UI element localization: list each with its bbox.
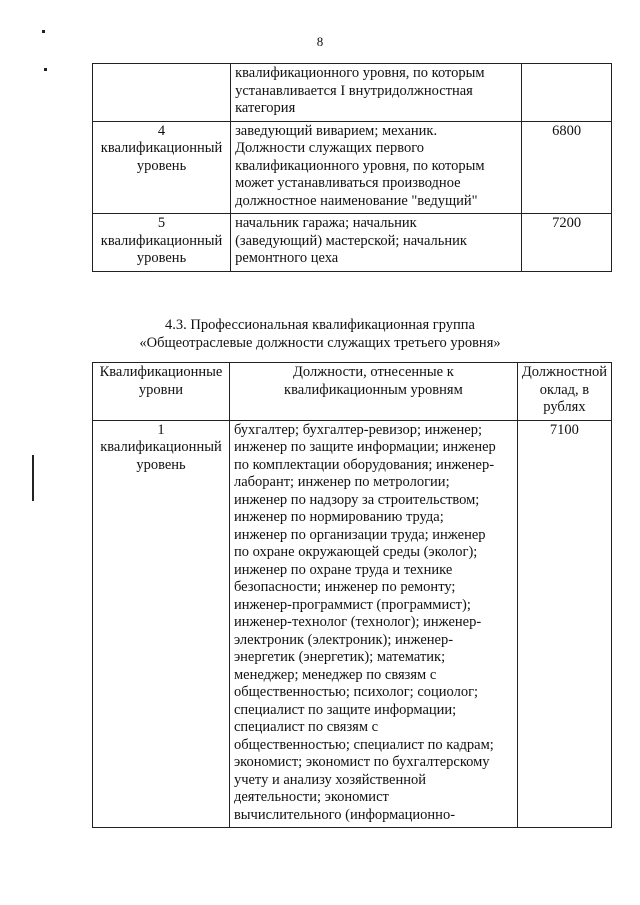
section-heading-line-1: 4.3. Профессиональная квалификационная группа bbox=[165, 317, 475, 333]
level-cell bbox=[93, 64, 231, 122]
table-row bbox=[93, 214, 612, 272]
positions-text: энергетик (энергетик); математик; bbox=[233, 649, 446, 665]
positions-text: электроник (электроник); инженер- bbox=[233, 631, 454, 648]
page-number: 8 bbox=[316, 34, 324, 49]
positions-text: по охране окружающей среды (эколог); bbox=[233, 544, 478, 560]
header-text: рублях bbox=[543, 399, 586, 415]
table-row bbox=[93, 121, 612, 214]
positions-text: инженер-технолог (технолог); инженер- bbox=[233, 614, 482, 630]
level-text: уровень bbox=[136, 456, 186, 473]
table-header-row bbox=[93, 363, 612, 421]
positions-text: (заведующий) мастерской; начальник bbox=[235, 232, 467, 249]
positions-text: заведующий виварием; механик. bbox=[235, 122, 438, 139]
positions-text: инженер-программист (программист); bbox=[233, 596, 471, 613]
level-text: уровень bbox=[136, 250, 187, 266]
positions-text: специалист по защите информации; bbox=[233, 701, 457, 718]
level-cell bbox=[93, 214, 231, 272]
salary-value: 7100 bbox=[549, 421, 579, 438]
table-continued bbox=[92, 63, 612, 272]
scan-mark bbox=[44, 68, 47, 71]
header-positions bbox=[229, 363, 517, 421]
positions-text: квалификационного уровня, по которым bbox=[235, 157, 485, 174]
positions-text: специалист по связям с bbox=[233, 719, 379, 735]
table-row bbox=[93, 64, 612, 122]
positions-text: деятельности; экономист bbox=[233, 789, 389, 805]
table-continued-body bbox=[93, 64, 612, 272]
positions-text: бухгалтер; бухгалтер-ревизор; инженер; bbox=[233, 421, 482, 438]
positions-text: устанавливается I внутридолжностная bbox=[235, 82, 473, 99]
positions-text: может устанавливаться производное bbox=[235, 175, 461, 191]
scan-mark bbox=[32, 455, 34, 501]
positions-text: общественностью; специалист по кадрам; bbox=[233, 736, 494, 753]
positions-text: инженер по надзору за строительством; bbox=[233, 491, 480, 508]
positions-text: вычислительного (информационно- bbox=[233, 806, 456, 823]
section-heading bbox=[0, 316, 640, 352]
positions-text: Должности служащих первого bbox=[235, 140, 425, 156]
positions-text: безопасности; инженер по ремонту; bbox=[233, 579, 456, 595]
positions-text: менеджер; менеджер по связям с bbox=[233, 666, 437, 683]
header-text: Должности, отнесенные к bbox=[293, 364, 454, 380]
scan-mark bbox=[42, 30, 45, 33]
header-salary bbox=[517, 363, 611, 421]
level-cell bbox=[93, 121, 231, 214]
positions-text: ремонтного цеха bbox=[235, 250, 339, 266]
salary-cell bbox=[517, 420, 611, 828]
positions-text: лаборант; инженер по метрологии; bbox=[233, 474, 450, 490]
level-text: квалификационный bbox=[100, 439, 222, 455]
positions-cell bbox=[231, 214, 522, 272]
table-third-level-positions bbox=[92, 362, 612, 828]
salary-cell bbox=[522, 64, 612, 122]
section-heading-line-2: «Общеотраслевые должности служащих третьего уровня» bbox=[139, 335, 501, 351]
positions-text: учету и анализу хозяйственной bbox=[233, 771, 426, 788]
level-text: 4 bbox=[157, 122, 166, 139]
header-text: Должностной bbox=[521, 364, 607, 380]
salary-cell: 6800 bbox=[522, 121, 612, 214]
level-text: квалификационный bbox=[100, 232, 223, 249]
positions-text: должностное наименование "ведущий" bbox=[235, 192, 478, 209]
level-text: квалификационный bbox=[100, 140, 223, 156]
level-cell bbox=[93, 420, 230, 828]
positions-text: по комплектации оборудования; инженер- bbox=[233, 456, 495, 473]
header-levels bbox=[93, 363, 230, 421]
positions-text: инженер по организации труда; инженер bbox=[233, 526, 486, 543]
positions-cell bbox=[229, 420, 517, 828]
level-text: 1 bbox=[157, 421, 165, 438]
table-row bbox=[93, 420, 612, 828]
header-text: уровни bbox=[138, 381, 184, 398]
positions-cell bbox=[231, 121, 522, 214]
positions-text: категория bbox=[235, 100, 296, 116]
header-text: оклад, в bbox=[539, 381, 590, 398]
header-text: Квалификационные bbox=[99, 364, 223, 380]
header-text: квалификационным уровням bbox=[284, 381, 463, 398]
positions-text: инженер по защите информации; инженер bbox=[233, 439, 496, 455]
positions-text: общественностью; психолог; социолог; bbox=[233, 684, 479, 700]
positions-text: инженер по охране труда и технике bbox=[233, 561, 453, 578]
level-text: уровень bbox=[136, 157, 187, 174]
level-text: 5 bbox=[157, 215, 166, 231]
positions-text: инженер по нормированию труда; bbox=[233, 509, 444, 525]
positions-text: начальник гаража; начальник bbox=[235, 215, 417, 231]
positions-text: квалификационного уровня, по которым bbox=[235, 65, 485, 81]
salary-cell: 7200 bbox=[522, 214, 612, 272]
positions-text: экономист; экономист по бухгалтерскому bbox=[233, 754, 490, 770]
positions-cell bbox=[231, 64, 522, 122]
